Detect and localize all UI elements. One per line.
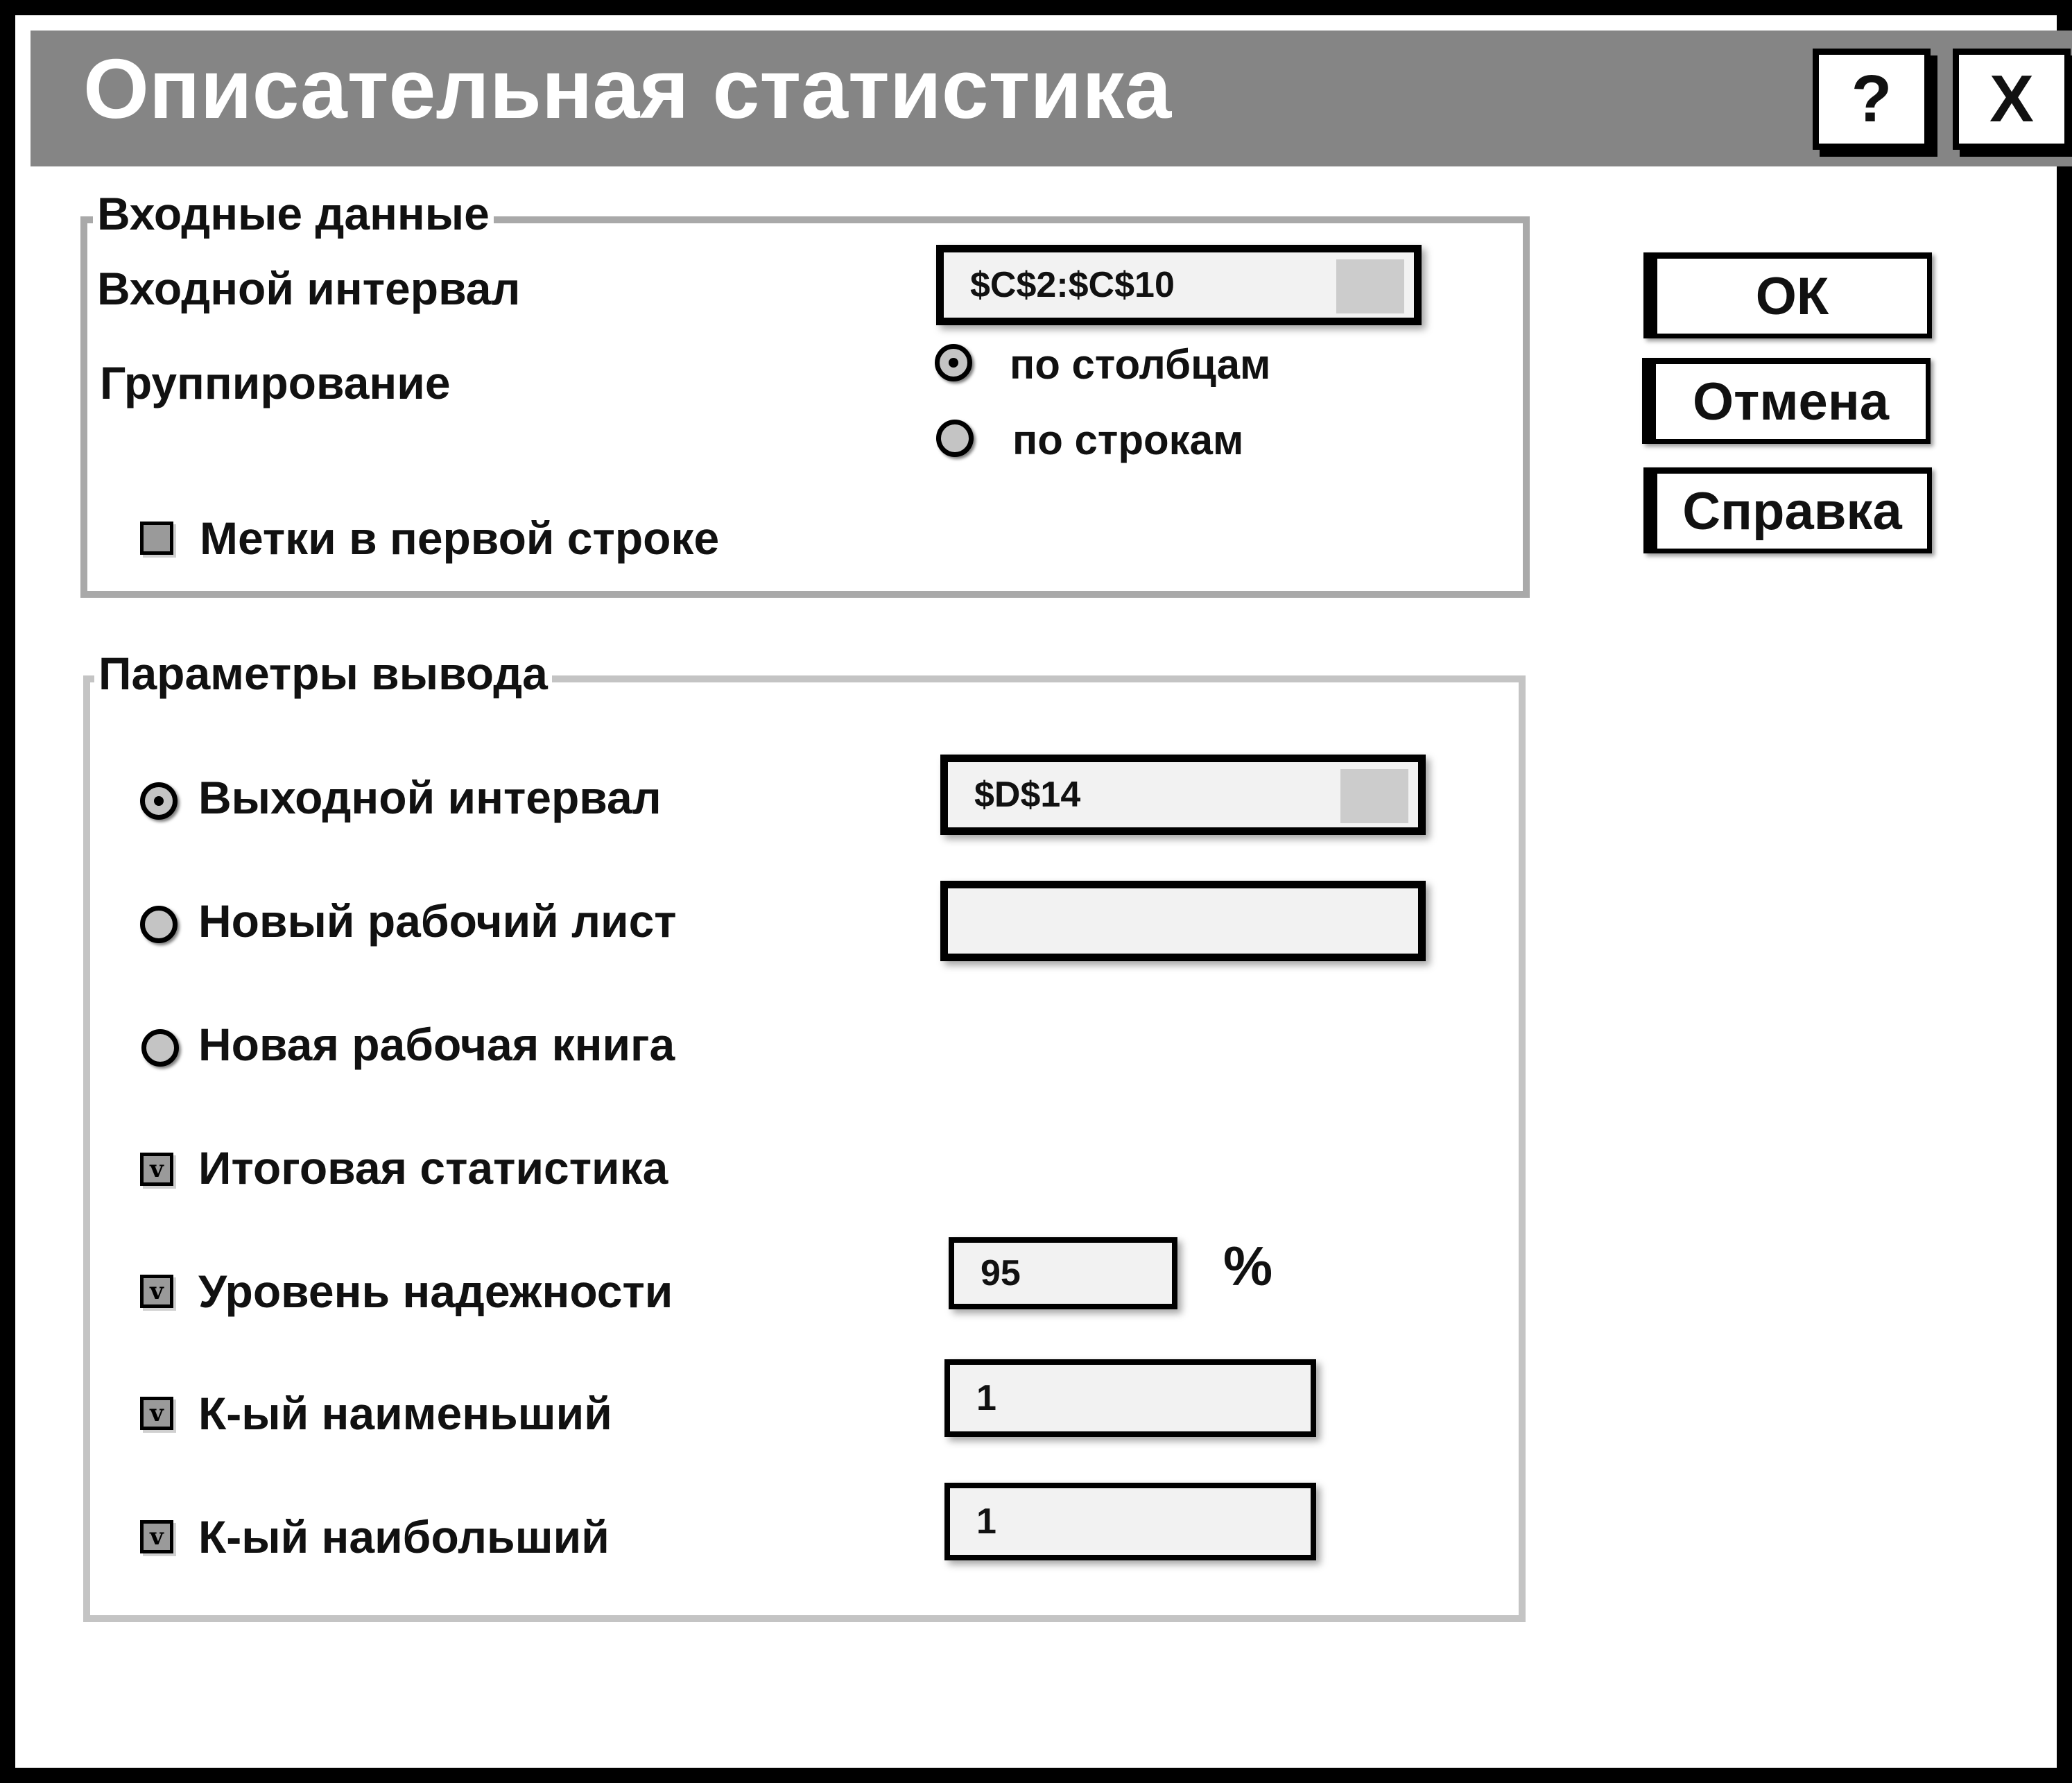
input-data-group-title: Входные данные [93, 186, 494, 241]
new-workbook-radio[interactable] [141, 1029, 179, 1067]
new-sheet-field[interactable] [940, 881, 1426, 961]
summary-statistics-checkbox[interactable]: v [140, 1153, 173, 1186]
range-picker-icon[interactable] [1336, 259, 1404, 313]
labels-first-row-label[interactable]: Метки в первой строке [200, 512, 720, 564]
output-range-field[interactable] [940, 755, 1426, 835]
output-options-group-title: Параметры вывода [94, 646, 552, 701]
summary-statistics-label[interactable]: Итоговая статистика [198, 1142, 668, 1194]
labels-first-row-checkbox[interactable] [140, 522, 173, 555]
by-columns-radio[interactable] [935, 344, 972, 381]
kth-smallest-label[interactable]: К-ый наименьший [198, 1388, 612, 1439]
by-rows-label[interactable]: по строкам [1012, 417, 1244, 463]
new-workbook-label[interactable]: Новая рабочая книга [198, 1019, 675, 1070]
kth-largest-checkbox[interactable]: v [140, 1520, 173, 1553]
confidence-level-label[interactable]: Уровень надежности [198, 1266, 673, 1317]
dialog-title: Описательная статистика [83, 42, 1172, 136]
input-range-label: Входной интервал [97, 263, 521, 314]
close-icon[interactable]: X [1953, 49, 2071, 150]
by-columns-label[interactable]: по столбцам [1010, 341, 1271, 388]
output-range-value: $D$14 [974, 775, 1081, 815]
help-icon[interactable]: ? [1813, 49, 1931, 150]
confidence-level-checkbox[interactable]: v [140, 1275, 173, 1308]
new-sheet-label[interactable]: Новый рабочий лист [198, 895, 677, 947]
input-range-field[interactable] [936, 245, 1422, 325]
cancel-button[interactable]: Отмена [1642, 358, 1931, 444]
by-rows-radio[interactable] [936, 420, 974, 457]
confidence-level-input[interactable] [949, 1237, 1177, 1309]
output-range-picker-icon[interactable] [1340, 769, 1408, 823]
output-range-label[interactable]: Выходной интервал [198, 772, 662, 823]
title-bar [31, 31, 2072, 166]
confidence-level-value: 95 [981, 1253, 1021, 1293]
input-range-value: $C$2:$C$10 [970, 265, 1175, 305]
kth-largest-label[interactable]: К-ый наибольший [198, 1511, 610, 1562]
help-button[interactable]: Справка [1643, 467, 1932, 553]
grouping-label: Группирование [100, 357, 451, 408]
new-sheet-radio[interactable] [140, 906, 178, 943]
kth-largest-input[interactable] [944, 1483, 1316, 1560]
percent-sign: % [1223, 1235, 1273, 1297]
ok-button[interactable]: ОК [1643, 252, 1932, 338]
kth-smallest-checkbox[interactable]: v [140, 1397, 173, 1430]
output-range-radio[interactable] [140, 782, 178, 820]
kth-smallest-input[interactable] [944, 1359, 1316, 1437]
kth-largest-value: 1 [976, 1501, 996, 1542]
kth-smallest-value: 1 [976, 1378, 996, 1418]
